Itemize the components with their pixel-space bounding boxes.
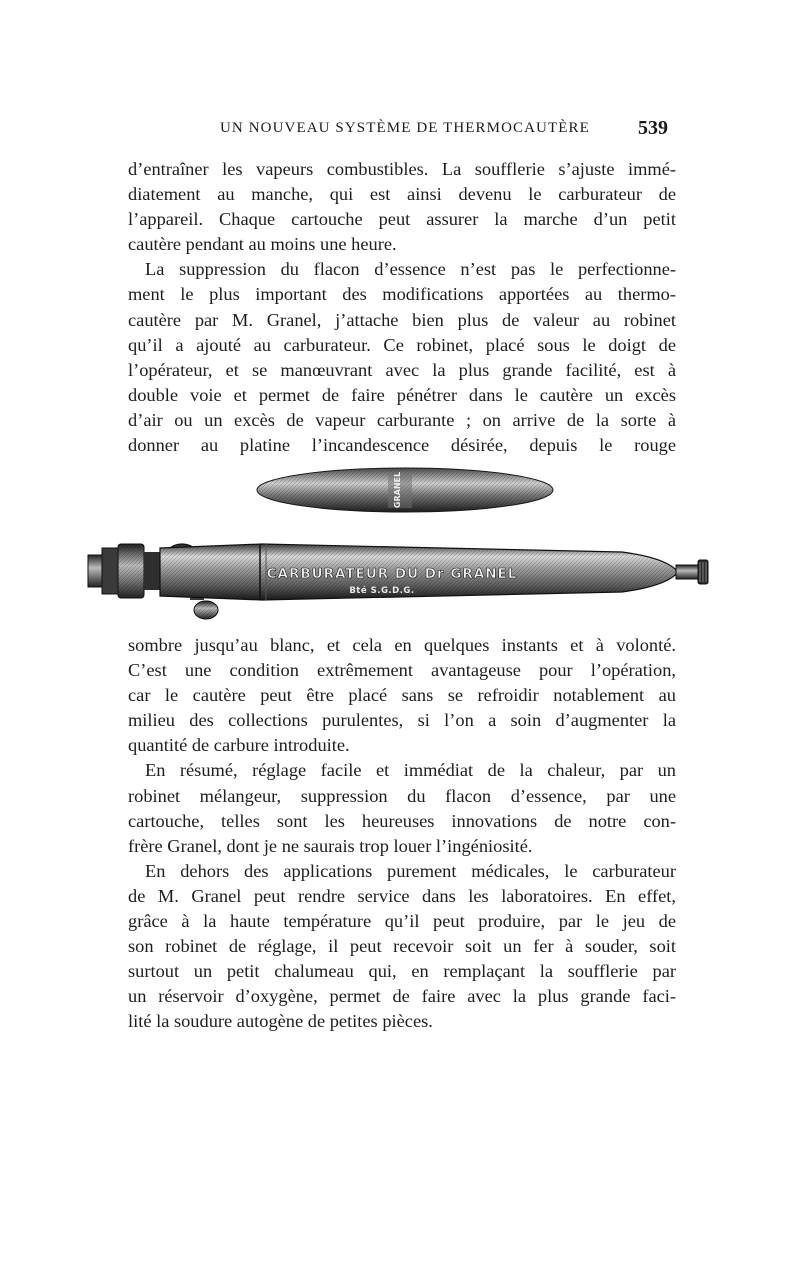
carburetor-left-cap (88, 544, 160, 598)
running-title: UN NOUVEAU SYSTÈME DE THERMOCAUTÈRE (220, 120, 590, 136)
carburetor-figure (82, 452, 722, 632)
text-line: donner au platine l’incandescence désirée, depuis le rouge (128, 435, 676, 456)
text-block-lower (128, 633, 676, 1035)
paragraph-3 (128, 758, 676, 858)
carburetor-body (160, 544, 678, 600)
paragraph-2 (128, 257, 676, 458)
text-line: son robinet de réglage, il peut recevoir soit un fer à souder, soit (128, 936, 676, 957)
text-line: l’appareil. Chaque cartouche peut assurer la marche d’un petit (128, 209, 676, 230)
cartridge (257, 468, 553, 512)
page-header (210, 118, 680, 142)
text-line: qu’il a ajouté au carburateur. Ce robinet, placé sous le doigt de (128, 334, 676, 355)
carburetor-mark: Bté S.G.D.G. (349, 586, 415, 596)
text-block-upper (128, 157, 676, 458)
text-line: En résumé, réglage facile et immédiat de la chaleur, par un (145, 760, 676, 781)
text-line: de M. Granel peut rendre service dans les laboratoires. En effet, (128, 885, 676, 906)
text-line: l’opérateur, et se manœuvrant avec la plus grande facilité, est à (128, 359, 676, 380)
paragraph-4 (128, 859, 676, 1035)
text-line: C’est une condition extrêmement avantageuse pour l’opération, (128, 660, 676, 681)
text-line: grâce à la haute température qu’il peut produire, par le jeu de (128, 911, 676, 932)
text-line: frère Granel, dont je ne saurais trop louer l’ingéniosité. (128, 835, 533, 856)
text-line: d’air ou un excès de vapeur carburante ; on arrive de la sorte à (128, 409, 676, 430)
text-line: lité la soudure autogène de petites pièces. (128, 1011, 433, 1032)
text-line: ment le plus important des modifications apportées au thermo- (128, 284, 676, 305)
text-line: La suppression du flacon d’essence n’est pas le perfectionne- (145, 259, 676, 280)
cartridge-inscription: GRANEL (393, 471, 402, 509)
page-number: 539 (638, 117, 668, 139)
text-line: double voie et permet de faire pénétrer dans le cautère un excès (128, 384, 676, 405)
paragraph-2-continued (128, 633, 676, 758)
text-line: quantité de carbure introduite. (128, 735, 350, 756)
text-line: milieu des collections purulentes, si l’on a soin d’augmenter la (128, 710, 676, 731)
text-line: d’entraîner les vapeurs combustibles. La soufflerie s’ajuste immé- (128, 159, 676, 179)
text-line: robinet mélangeur, suppression du flacon d’essence, par une (128, 785, 676, 806)
carburetor-nozzle (676, 560, 708, 584)
text-line: sombre jusqu’au blanc, et cela en quelques instants et à volonté. (128, 635, 676, 655)
text-line: diatement au manche, qui est ainsi devenu le carburateur de (128, 184, 676, 205)
carburetor-engraving (82, 452, 722, 632)
carburetor-inscription: CARBURATEUR DU Dr GRANEL (266, 566, 518, 582)
text-line: cartouche, telles sont les heureuses innovations de notre con- (128, 810, 676, 831)
text-line: surtout un petit chalumeau qui, en remplaçant la soufflerie par (128, 961, 676, 982)
text-line: En dehors des applications purement médicales, le carburateur (145, 860, 676, 881)
text-line: car le cautère peut être placé sans se refroidir notablement au (128, 685, 676, 706)
text-line: cautère pendant au moins une heure. (128, 234, 397, 255)
text-line: un réservoir d’oxygène, permet de faire avec la plus grande faci- (128, 986, 676, 1007)
text-line: cautère par M. Granel, j’attache bien plus de valeur au robinet (128, 309, 676, 330)
paragraph-1 (128, 157, 676, 257)
